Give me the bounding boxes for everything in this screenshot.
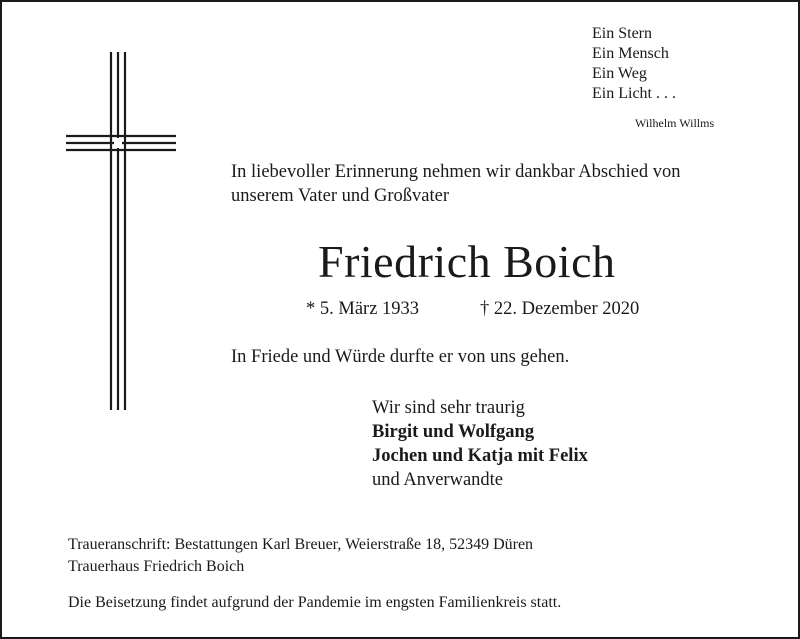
burial-note: Die Beisetzung findet aufgrund der Pandemie im engsten Familienkreis statt. [68,594,562,611]
poem-line: Ein Mensch [592,45,669,62]
death-date: † 22. Dezember 2020 [480,299,640,319]
poem-author: Wilhelm Willms [635,116,715,130]
peace-line: In Friede und Würde durfte er von uns gehen. [231,347,570,367]
address-line: Traueranschrift: Bestattungen Karl Breuer, Weierstraße 18, 52349 Düren [68,536,534,553]
intro-text [231,160,751,208]
mourners-intro: Wir sind sehr traurig [372,398,525,418]
poem-line: Ein Licht . . . [592,85,676,102]
poem-line: Ein Weg [592,65,647,82]
mourning-address [68,534,533,578]
poem [592,24,676,104]
intro-line: unserem Vater und Großvater [231,186,449,206]
mourner-name: Jochen und Katja mit Felix [372,446,588,466]
poem-line: Ein Stern [592,25,652,42]
cross-icon [66,52,178,412]
intro-line: In liebevoller Erinnerung nehmen wir dankbar Abschied von [231,162,681,182]
mourner-name: Birgit und Wolfgang [372,422,535,442]
mourners-block [372,396,588,492]
deceased-name: Friedrich Boich [318,236,616,287]
birth-date: * 5. März 1933 [306,299,420,319]
address-line: Trauerhaus Friedrich Boich [68,558,245,575]
mourners-outro: und Anverwandte [372,470,504,490]
